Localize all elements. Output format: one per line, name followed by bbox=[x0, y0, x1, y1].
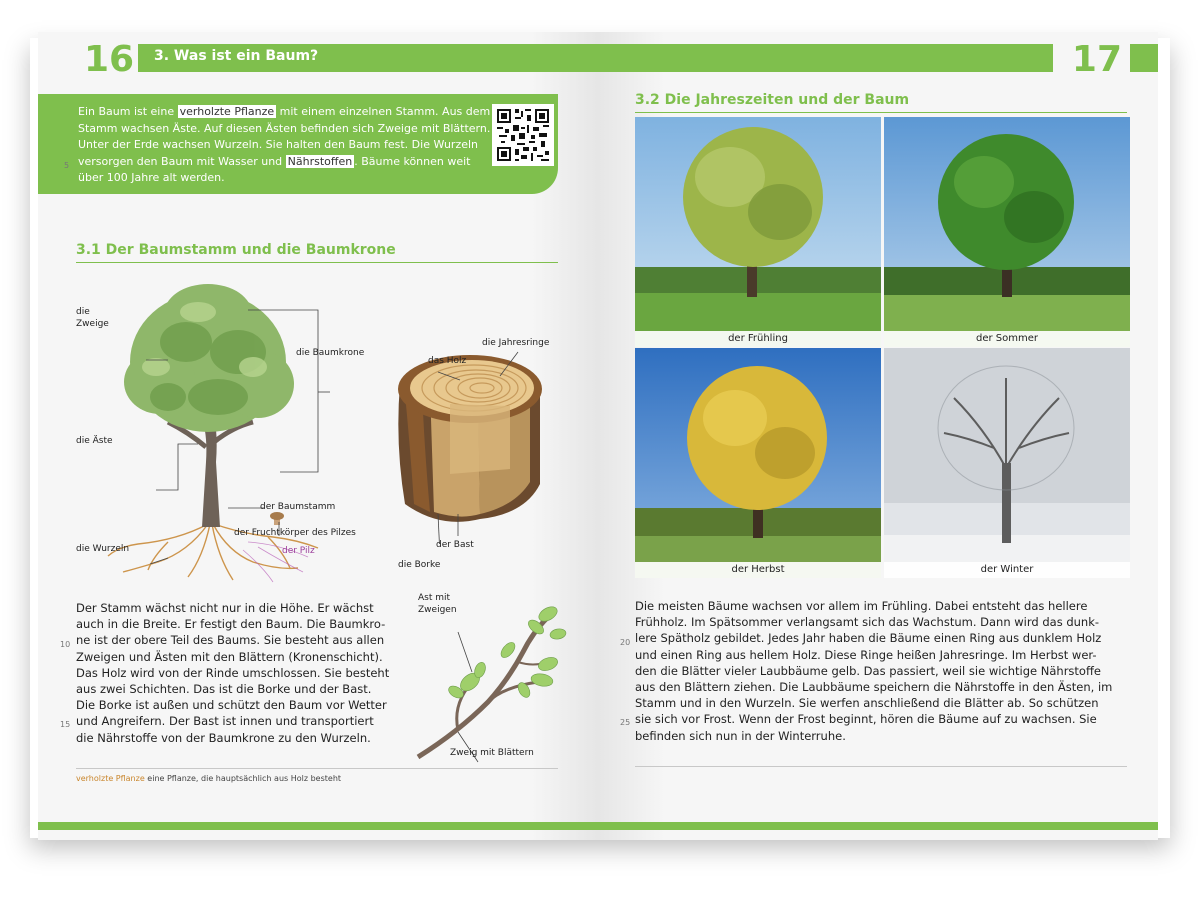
page-number-right: 17 bbox=[1071, 39, 1122, 80]
label-wurzeln: die Wurzeln bbox=[76, 544, 130, 554]
caption-winter: der Winter bbox=[884, 562, 1130, 578]
intro-text bbox=[78, 104, 498, 187]
label-holz: das Holz bbox=[428, 356, 467, 366]
section-rule bbox=[635, 112, 1127, 113]
body-text-left bbox=[76, 600, 406, 746]
right-page bbox=[598, 32, 1158, 840]
label-zweige: die Zweige bbox=[76, 307, 109, 329]
bottom-bar-left bbox=[38, 822, 598, 830]
photo-autumn bbox=[635, 348, 881, 578]
line-number: 5 bbox=[64, 161, 70, 170]
text-line: aus zwei Schichten. Das ist die Borke und der Bast. bbox=[76, 682, 372, 697]
text-line: befinden sich nun in der Winterruhe. bbox=[635, 728, 846, 743]
label-pilz: der Pilz bbox=[282, 546, 315, 556]
text-line: Frühholz. Im Spätsommer verlangsamt sich das Wachstum. Dann wird das dunk- bbox=[635, 615, 1100, 630]
text-line: die Nährstoffe von der Baumkrone zu den Wurzeln. bbox=[76, 730, 371, 745]
section-title-3-1: 3.1 Der Baumstamm und die Baumkrone bbox=[76, 242, 396, 258]
text-line: aus den Blättern ziehen. Die Laubbäume speichern die Nährstoffe in den Ästen, im bbox=[635, 680, 1113, 695]
left-page bbox=[38, 32, 598, 840]
text-line: ne ist der obere Teil des Baums. Sie besteht aus allen bbox=[76, 633, 385, 648]
text-line: sie sich vor Frost. Wenn der Frost beginnt, hören die Bäume auf zu wachsen. Sie bbox=[635, 712, 1097, 727]
glossary-term-verholzte-pflanze[interactable]: verholzte Pflanze bbox=[179, 105, 275, 118]
caption-spring: der Frühling bbox=[635, 331, 881, 347]
footnote bbox=[76, 774, 341, 783]
text-line: den die Blätter vieler Laubbäume gelb. Das passiert, weil sie wichtige Nährstoffe bbox=[635, 663, 1101, 678]
text-line: und Angreifern. Der Bast ist innen und transportiert bbox=[76, 714, 374, 729]
label-ast-mit-zweigen: Ast mit Zweigen bbox=[418, 593, 457, 615]
text-line: lere Spätholz gebildet. Jedes Jahr haben die Bäume einen Ring aus dunklem Holz bbox=[635, 631, 1102, 646]
header-bar-right-end bbox=[1130, 44, 1158, 72]
section-title-3-2: 3.2 Die Jahreszeiten und der Baum bbox=[635, 92, 910, 108]
caption-summer: der Sommer bbox=[884, 331, 1130, 347]
label-bast: der Bast bbox=[436, 540, 474, 550]
body-text-right bbox=[635, 598, 1145, 744]
glossary-term-naehrstoffe[interactable]: Nährstoffen bbox=[287, 154, 353, 168]
label-zweig-mit-blaettern: Zweig mit Blättern bbox=[450, 748, 534, 758]
photo-spring bbox=[635, 117, 881, 347]
footnote-definition: eine Pflanze, die hauptsächlich aus Holz besteht bbox=[144, 774, 342, 783]
caption-autumn: der Herbst bbox=[635, 562, 881, 578]
label-aeste: die Äste bbox=[76, 436, 113, 446]
intro-part-1: Ein Baum ist eine bbox=[78, 105, 178, 118]
line-number: 20 bbox=[620, 638, 631, 647]
label-borke: die Borke bbox=[398, 560, 441, 570]
text-line: Die meisten Bäume wachsen vor allem im Frühling. Dabei entsteht das hellere bbox=[635, 599, 1088, 613]
label-jahresringe: die Jahresringe bbox=[482, 338, 550, 348]
section-rule bbox=[76, 262, 558, 263]
label-baumkrone: die Baumkrone bbox=[296, 348, 365, 358]
text-line: auch in die Breite. Er festigt den Baum. Die Baumkro- bbox=[76, 617, 386, 632]
text-line: und einen Ring aus hellem Holz. Diese Ringe heißen Jahresringe. Im Herbst wer- bbox=[635, 647, 1097, 662]
line-number: 15 bbox=[60, 720, 71, 729]
trunk-cross-section bbox=[390, 344, 550, 544]
page-number-left: 16 bbox=[84, 39, 135, 80]
bottom-bar-right bbox=[598, 822, 1158, 830]
label-baumstamm: der Baumstamm bbox=[260, 502, 336, 512]
intro-part-3: . Bäume können weit über 100 Jahre alt werden. bbox=[78, 154, 471, 184]
footnote-rule bbox=[76, 768, 558, 769]
label-fruchtkoerper: der Fruchtkörper des Pilzes bbox=[234, 528, 356, 538]
intro-part-2: mit einem einzelnen Stamm. Aus dem Stamm wachsen Äste. Auf diesen Ästen befinden sich Zweige mit Blättern. Unter der Erde wachsen Wurzeln. Sie halten den Baum fest. Die Wurzeln versorgen den Baum mit Wasser und bbox=[78, 105, 491, 168]
header-bar-right bbox=[598, 44, 1053, 72]
text-line: Das Holz wird von der Rinde umschlossen. Sie besteht bbox=[76, 665, 390, 680]
footnote-term: verholzte Pflanze bbox=[76, 774, 145, 783]
line-number: 10 bbox=[60, 640, 71, 649]
line-number: 25 bbox=[620, 718, 631, 727]
text-line: Stamm und in den Wurzeln. Sie werfen anschließend die Blätter ab. So schützen bbox=[635, 696, 1099, 711]
text-line: Zweigen und Ästen mit den Blättern (Kronenschicht). bbox=[76, 649, 383, 664]
text-line: Die Borke ist außen und schützt den Baum vor Wetter bbox=[76, 698, 387, 713]
qr-code-icon[interactable] bbox=[492, 104, 554, 166]
footnote-rule-right bbox=[635, 766, 1127, 767]
chapter-title: 3. Was ist ein Baum? bbox=[154, 48, 319, 64]
branch-illustration bbox=[398, 592, 568, 772]
photo-summer bbox=[884, 117, 1130, 347]
photo-winter bbox=[884, 348, 1130, 578]
text-line: Der Stamm wächst nicht nur in die Höhe. Er wächst bbox=[76, 601, 374, 615]
